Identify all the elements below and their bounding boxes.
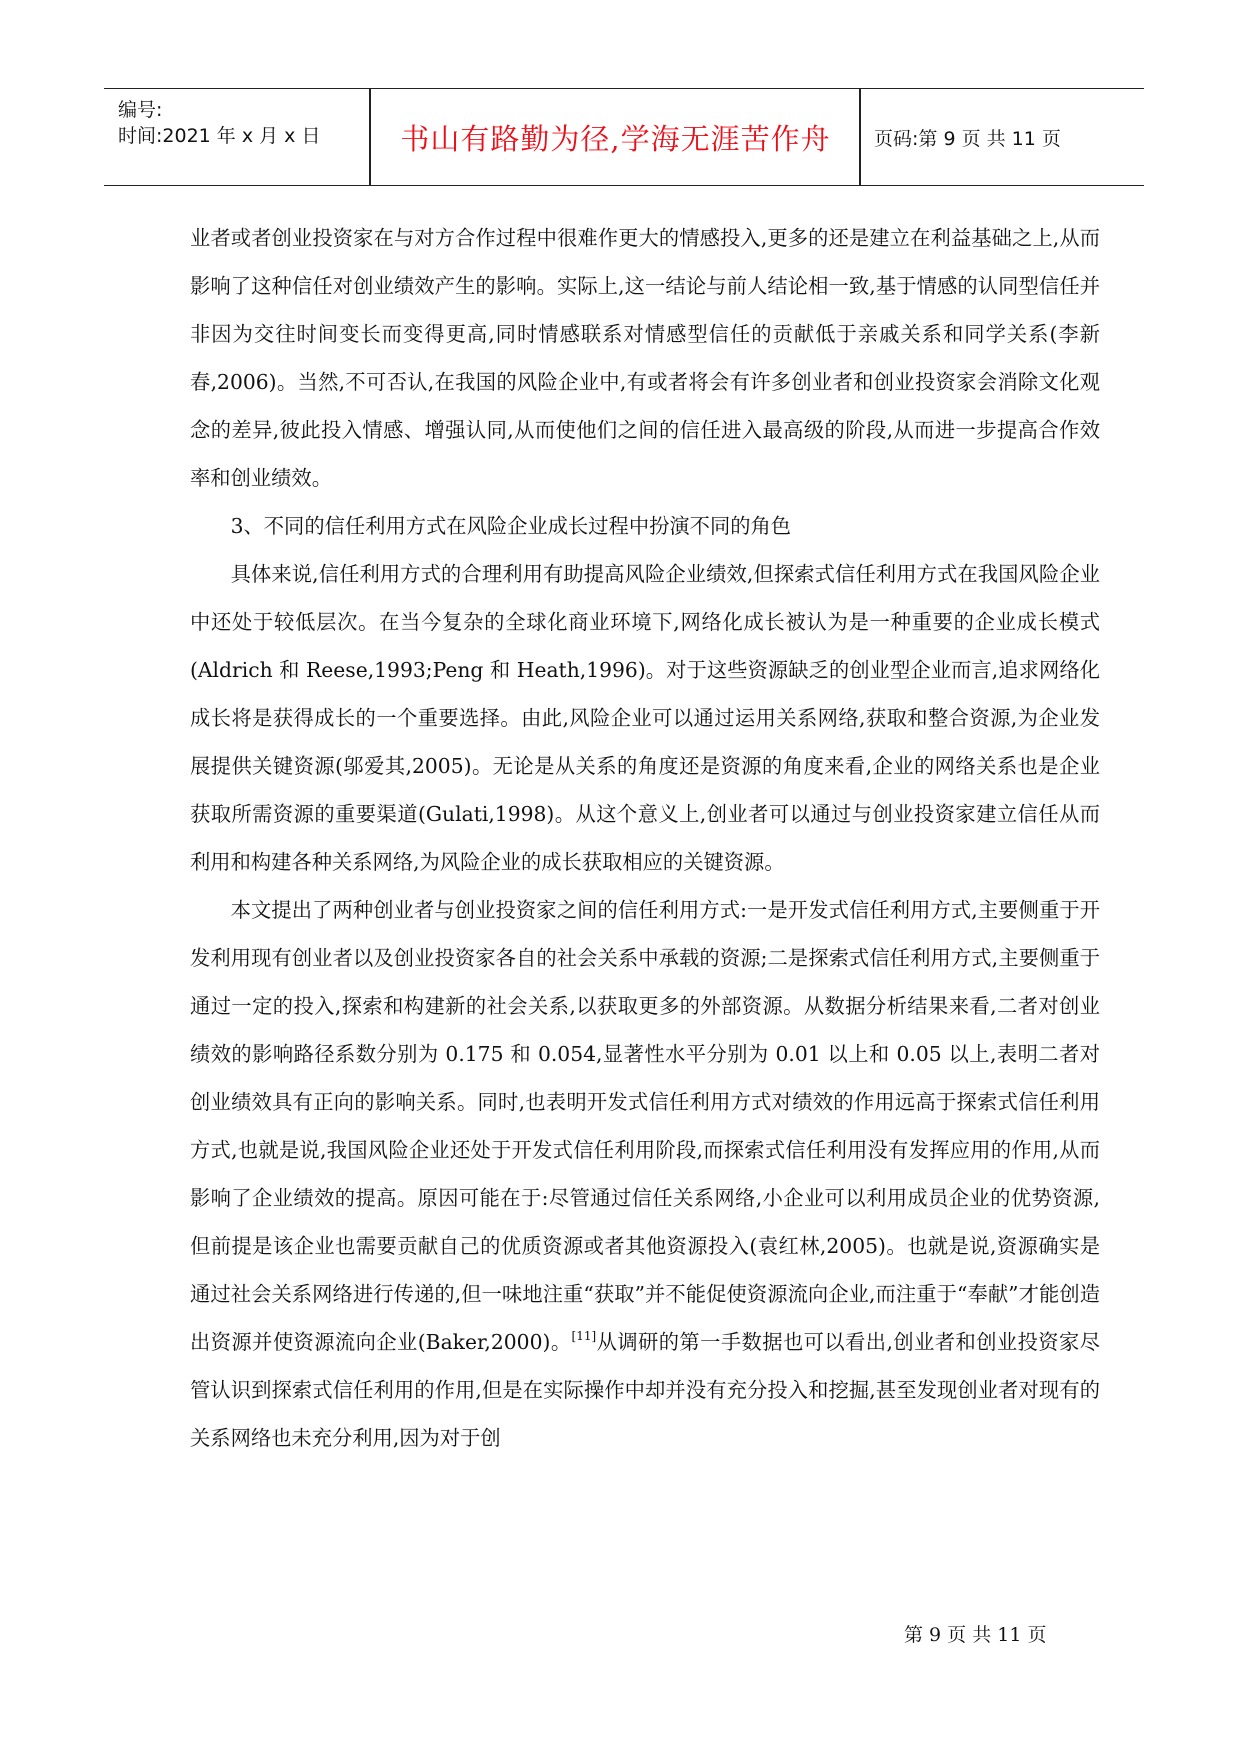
header-divider: [369, 89, 371, 185]
header-page-code: 页码:第 9 页 共 11 页: [874, 127, 1061, 150]
citation-ref: [11]: [571, 1329, 597, 1343]
number-label: 编号:: [118, 99, 163, 121]
paragraph: 业者或者创业投资家在与对方合作过程中很难作更大的情感投入,更多的还是建立在利益基础之上,从而影响了这种信任对创业绩效产生的影响。实际上,这一结论与前人结论相一致,基于情感的认同型信任并非因为交往时间变长而变得更高,同时情感联系对情感型信任的贡献低于亲戚关系和同学关系(李新春,2006)。当然,不可否认,在我国的风险企业中,有或者将会有许多创业者和创业投资家会消除文化观念的差异,彼此投入情感、增强认同,从而使他们之间的信任进入最高级的阶段,从而进一步提高合作效率和创业绩效。: [190, 226, 1100, 490]
paragraph: [190, 886, 1100, 1462]
paragraph-text: 从调研的第一手数据也可以看出,创业者和创业投资家尽管认识到探索式信任利用的作用,但是在实际操作中却并没有充分投入和挖掘,甚至发现创业者对现有的关系网络也未充分利用,因为对于创: [190, 1330, 1101, 1450]
paragraph: 具体来说,信任利用方式的合理利用有助提高风险企业绩效,但探索式信任利用方式在我国风险企业中还处于较低层次。在当今复杂的全球化商业环境下,网络化成长被认为是一种重要的企业成长模式(Aldrich 和 Reese,1993;Peng 和 Heath,1996)。对于这些资源缺乏的创业型企业而言,追求网络化成长将是获得成长的一个重要选择。由此,风险企业可以通过运用关系网络,获取和整合资源,为企业发展提供关键资源(邬爱其,2005)。无论是从关系的角度还是资源的角度来看,企业的网络关系也是企业获取所需资源的重要渠道(Gulati,1998)。从这个意义上,创业者可以通过与创业投资家建立信任从而利用和构建各种关系网络,为风险企业的成长获取相应的关键资源。: [190, 562, 1100, 874]
header-divider: [859, 89, 861, 185]
header-motto: 书山有路勤为径,学海无涯苦作舟: [400, 121, 831, 156]
page-header: [104, 88, 1144, 186]
paragraph-text: 本文提出了两种创业者与创业投资家之间的信任利用方式:一是开发式信任利用方式,主要侧重于开发利用现有创业者以及创业投资家各自的社会关系中承载的资源;二是探索式信任利用方式,主要侧重于通过一定的投入,探索和构建新的社会关系,以获取更多的外部资源。从数据分析结果来看,二者对创业绩效的影响路径系数分别为 0.175 和 0.054,显著性水平分别为 0.01 以上和 0.05 以上,表明二者对创业绩效具有正向的影响关系。同时,也表明开发式信任利用方式对绩效的作用远高于探索式信任利用方式,也就是说,我国风险企业还处于开发式信任利用阶段,而探索式信任利用没有发挥应用的作用,从而影响了企业绩效的提高。原因可能在于:尽管通过信任关系网络,小企业可以利用成员企业的优势资源,但前提是该企业也需要贡献自己的优质资源或者其他资源投入(袁红林,2005)。也就是说,资源确实是通过社会关系网络进行传递的,但一味地注重“获取”并不能促使资源流向企业,而注重于“奉献”才能创造出资源并使资源流向企业(Baker,2000)。: [190, 898, 1100, 1354]
document-body: [190, 214, 1100, 1462]
time-label: 时间:2021 年 x 月 x 日: [118, 125, 321, 147]
page-footer: 第 9 页 共 11 页: [904, 1624, 1047, 1646]
header-meta: [118, 97, 320, 149]
section-heading: 3、不同的信任利用方式在风险企业成长过程中扮演不同的角色: [230, 514, 792, 538]
